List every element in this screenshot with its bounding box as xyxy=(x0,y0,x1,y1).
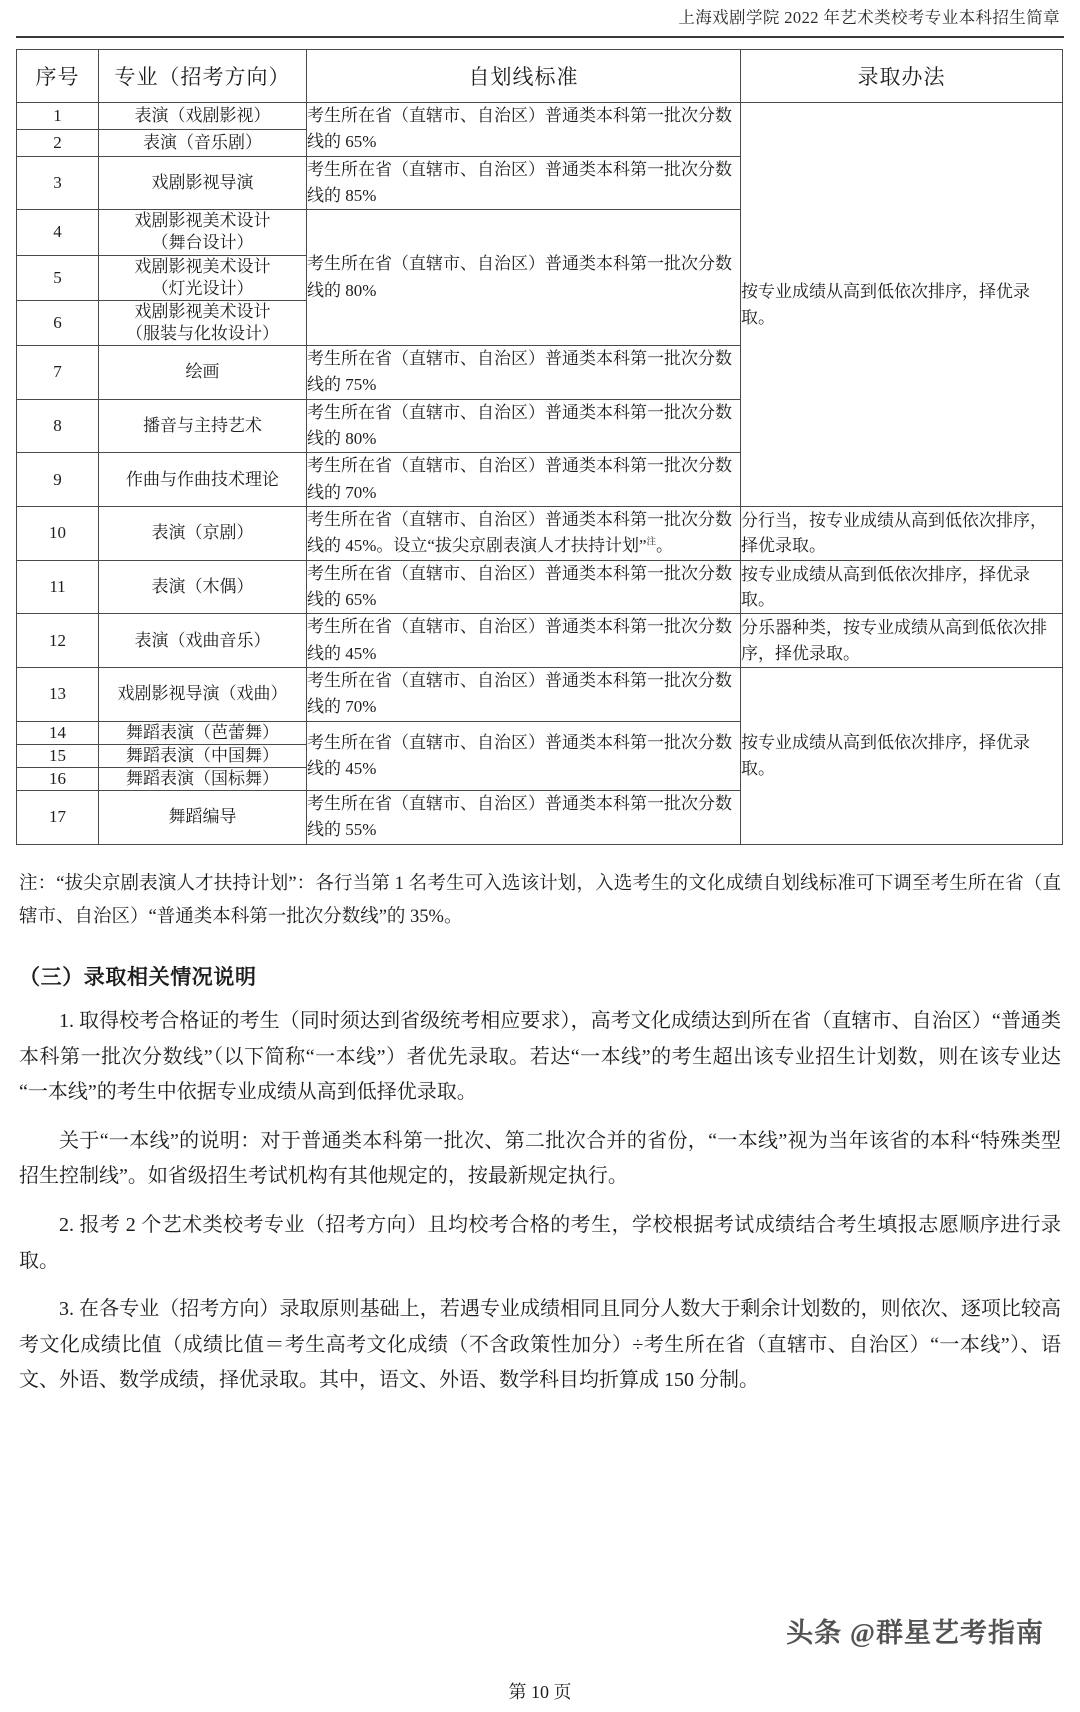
row-line-standard: 考生所在省（直辖市、自治区）普通类本科第一批次分数线的 45% xyxy=(307,721,741,790)
row-major: 表演（木偶） xyxy=(99,560,307,614)
table-header-row xyxy=(17,50,1063,103)
line-standard-text: 考生所在省（直辖市、自治区）普通类本科第一批次分数线的 45%。设立“拔尖京剧表演人才扶持计划” xyxy=(307,510,732,556)
row-major: 表演（戏剧影视） xyxy=(99,103,307,130)
row-no: 16 xyxy=(17,767,99,790)
row-no: 17 xyxy=(17,791,99,845)
row-method: 分行当，按专业成绩从高到低依次排序，择优录取。 xyxy=(741,507,1063,561)
row-major: 表演（戏曲音乐） xyxy=(99,614,307,668)
row-major: 表演（京剧） xyxy=(99,507,307,561)
row-major: 绘画 xyxy=(99,345,307,399)
running-header xyxy=(16,0,1064,34)
row-line-standard: 考生所在省（直辖市、自治区）普通类本科第一批次分数线的 45% xyxy=(307,614,741,668)
page-number-footer: 第 10 页 xyxy=(508,1682,572,1702)
watermark: 头条 @群星艺考指南 xyxy=(786,1618,1044,1648)
column-header-method: 录取办法 xyxy=(741,50,1063,103)
paragraph-2: 关于“一本线”的说明：对于普通类本科第一批次、第二批次合并的省份，“一本线”视为当年该省的本科“特殊类型招生控制线”。如省级招生考试机构有其他规定的，按最新规定执行。 xyxy=(19,1129,1061,1188)
row-no: 15 xyxy=(17,744,99,767)
paragraph-3: 2. 报考 2 个艺术类校考专业（招考方向）且均校考合格的考生，学校根据考试成绩结合考生填报志愿顺序进行录取。 xyxy=(19,1214,1061,1272)
footnote-marker: 注 xyxy=(646,537,657,548)
row-line-standard: 考生所在省（直辖市、自治区）普通类本科第一批次分数线的 80% xyxy=(307,210,741,346)
row-major: 播音与主持艺术 xyxy=(99,399,307,453)
column-header-no: 序号 xyxy=(17,50,99,103)
running-header-title: 上海戏剧学院 2022 年艺术类校考专业本科招生简章 xyxy=(678,8,1060,27)
column-header-line-standard: 自划线标准 xyxy=(307,50,741,103)
row-method: 按专业成绩从高到低依次排序，择优录取。 xyxy=(741,668,1063,845)
row-major: 戏剧影视美术设计 （灯光设计） xyxy=(99,255,307,300)
admission-criteria-table xyxy=(16,49,1063,845)
row-line-standard: 考生所在省（直辖市、自治区）普通类本科第一批次分数线的 65% xyxy=(307,103,741,157)
row-line-standard: 考生所在省（直辖市、自治区）普通类本科第一批次分数线的 70% xyxy=(307,668,741,722)
row-line-standard: 考生所在省（直辖市、自治区）普通类本科第一批次分数线的 65% xyxy=(307,560,741,614)
table-row xyxy=(17,614,1063,668)
row-no: 6 xyxy=(17,300,99,345)
row-major: 舞蹈表演（国标舞） xyxy=(99,767,307,790)
row-line-standard: 考生所在省（直辖市、自治区）普通类本科第一批次分数线的 55% xyxy=(307,791,741,845)
row-line-standard: 考生所在省（直辖市、自治区）普通类本科第一批次分数线的 70% xyxy=(307,453,741,507)
row-major: 作曲与作曲技术理论 xyxy=(99,453,307,507)
row-major: 舞蹈编导 xyxy=(99,791,307,845)
table-row xyxy=(17,668,1063,722)
row-method: 按专业成绩从高到低依次排序，择优录取。 xyxy=(741,560,1063,614)
row-no: 2 xyxy=(17,129,99,156)
row-method: 按专业成绩从高到低依次排序，择优录取。 xyxy=(741,103,1063,507)
row-no: 14 xyxy=(17,721,99,744)
table-footnote: 注：“拔尖京剧表演人才扶持计划”：各行当第 1 名考生可入选该计划，入选考生的文化成绩自划线标准可下调至考生所在省（直辖市、自治区）“普通类本科第一批次分数线”的 35%。 xyxy=(19,873,1061,928)
row-no: 7 xyxy=(17,345,99,399)
row-line-standard: 考生所在省（直辖市、自治区）普通类本科第一批次分数线的 80% xyxy=(307,399,741,453)
paragraph-1: 1. 取得校考合格证的考生（同时须达到省级统考相应要求），高考文化成绩达到所在省（直辖市、自治区）“普通类本科第一批次分数线”（以下简称“一本线”）者优先录取。若达“一本线”的考生超出该专业招生计划数，则在该专业达“一本线”的考生中依据专业成绩从高到低择优录取。 xyxy=(19,1010,1061,1104)
paragraph-4: 3. 在各专业（招考方向）录取原则基础上，若遇专业成绩相同且同分人数大于剩余计划数的，则依次、逐项比较高考文化成绩比值（成绩比值＝考生高考文化成绩（不含政策性加分）÷考生所在省（直辖市、自治区）“一本线”）、语文、外语、数学成绩，择优录取。其中，语文、外语、数学科目均折算成 150 分制。 xyxy=(19,1298,1061,1392)
row-major: 舞蹈表演（芭蕾舞） xyxy=(99,721,307,744)
row-line-standard: 考生所在省（直辖市、自治区）普通类本科第一批次分数线的 85% xyxy=(307,156,741,210)
line-standard-tail: 。 xyxy=(656,536,674,556)
table-row xyxy=(17,103,1063,130)
row-no: 1 xyxy=(17,103,99,130)
row-no: 13 xyxy=(17,668,99,722)
header-divider xyxy=(16,36,1064,38)
row-method: 分乐器种类，按专业成绩从高到低依次排序，择优录取。 xyxy=(741,614,1063,668)
row-line-standard xyxy=(307,507,741,561)
table-row xyxy=(17,560,1063,614)
table-row xyxy=(17,507,1063,561)
row-no: 9 xyxy=(17,453,99,507)
row-no: 5 xyxy=(17,255,99,300)
row-major: 戏剧影视美术设计 （舞台设计） xyxy=(99,210,307,255)
row-major: 戏剧影视美术设计 （服装与化妆设计） xyxy=(99,300,307,345)
row-no: 3 xyxy=(17,156,99,210)
row-major: 戏剧影视导演（戏曲） xyxy=(99,668,307,722)
row-no: 4 xyxy=(17,210,99,255)
row-line-standard: 考生所在省（直辖市、自治区）普通类本科第一批次分数线的 75% xyxy=(307,345,741,399)
row-major: 表演（音乐剧） xyxy=(99,129,307,156)
column-header-major: 专业（招考方向） xyxy=(99,50,307,103)
row-major: 舞蹈表演（中国舞） xyxy=(99,744,307,767)
row-no: 10 xyxy=(17,507,99,561)
row-major: 戏剧影视导演 xyxy=(99,156,307,210)
row-no: 11 xyxy=(17,560,99,614)
row-no: 8 xyxy=(17,399,99,453)
section-heading: （三）录取相关情况说明 xyxy=(19,965,257,990)
row-no: 12 xyxy=(17,614,99,668)
